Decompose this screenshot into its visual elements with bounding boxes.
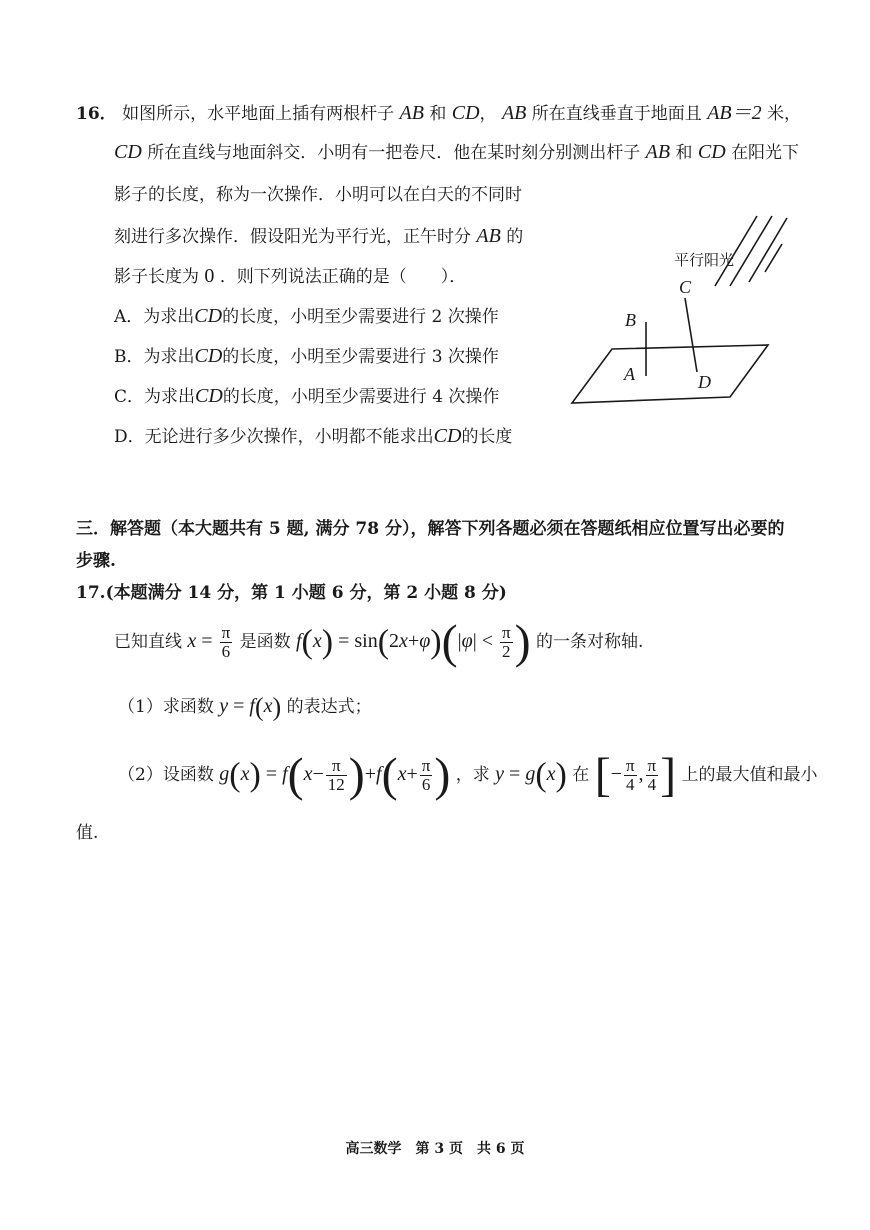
q16-ab-eq: AB＝2 <box>707 102 762 124</box>
fraction-pi-12: $\frac{\pi}{12}$ <box>327 756 345 794</box>
q16-text-4b: 的 <box>506 227 524 247</box>
option-pre: 为求出 <box>144 387 196 407</box>
fraction-pi-4b: $\frac{\pi}{4}$ <box>647 756 657 794</box>
option-label: D． <box>114 427 145 447</box>
q16-cd: CD <box>451 102 480 124</box>
sunlight-ray <box>749 218 787 282</box>
option-cd: CD <box>433 425 462 447</box>
q17-part2: （2）设函数 g(x) = f(x− $\frac{\pi}{12}$ )+f(x+ $\frac{\pi}{6}$ ) ，求 y = g(x) 在 [− $\frac{\pi}{4}$ , $\frac{\pi}{4}$ ] 上的最大值和最小 <box>118 748 818 802</box>
q16-ab: AB <box>399 102 424 124</box>
q16-figure <box>560 210 790 420</box>
q16-line5 <box>114 262 466 288</box>
q16-text-5b: ．则下列说法正确的是（ ）． <box>219 267 467 287</box>
q17-part2-in: 在 <box>572 765 590 785</box>
fraction-pi-2: $\frac{\pi}{2}$ <box>502 623 511 661</box>
q17-stem: 已知直线 x = $\frac{\pi}{6}$ 是函数 f(x) = sin(2x+φ)(|φ| < $\frac{\pi}{2}$ ) 的一条对称轴. <box>114 615 644 669</box>
q17-part1: （1）求函数 y = f(x) 的表达式； <box>118 692 372 722</box>
option-label: B． <box>114 347 144 367</box>
option-pre: 无论进行多少次操作，小明都不能求出 <box>144 427 434 447</box>
point-label-b: B <box>625 310 636 330</box>
point-label-c: C <box>679 277 692 297</box>
option-cd: CD <box>195 385 223 407</box>
option-cd: CD <box>194 305 223 327</box>
q17-stem-c: 的一条对称轴. <box>535 632 644 652</box>
sunlight-label: 平行阳光 <box>674 251 735 269</box>
q16-line4 <box>114 222 523 248</box>
option-label: C． <box>114 387 145 407</box>
q16-line2 <box>114 138 799 164</box>
q16-zero: 0 <box>204 265 215 287</box>
q17-header: 17.(本题满分 14 分，第 1 小题 6 分，第 2 小题 8 分) <box>76 583 507 603</box>
q16-option-c[interactable] <box>114 382 499 408</box>
q16-and: 和 <box>429 104 447 124</box>
ground-plane <box>572 345 768 403</box>
q16-line3: 影子的长度，称为一次操作．小明可以在白天的不同时 <box>114 185 522 205</box>
q16-cd-3: CD <box>697 141 726 163</box>
fraction-pi-4a: $\frac{\pi}{4}$ <box>625 756 635 794</box>
option-post: 的长度，小明至少需要进行 3 次操作 <box>222 347 499 367</box>
q16-unit: 米， <box>767 104 802 124</box>
q16-text-5a: 影子长度为 <box>114 267 199 287</box>
q17-part2-label: （2）设函数 <box>118 765 214 785</box>
sunlight-ray <box>765 244 782 272</box>
q16-text-4a: 刻进行多次操作．假设阳光为平行光，正午时分 <box>114 227 471 247</box>
q16-ab-4: AB <box>476 225 501 247</box>
q16-number: 16． <box>76 104 117 124</box>
q16-text-2b: 所在直线与地面斜交．小明有一把卷尺．他在某时刻分别测出杆子 <box>147 143 641 163</box>
option-pre: 为求出 <box>143 307 195 327</box>
pole-cd <box>685 298 697 372</box>
q16-line1: 16． 如图所示，水平地面上插有两根杆子 AB 和 CD， AB 所在直线垂直于地面且 AB＝2 米， <box>76 102 802 124</box>
q17-part1-tail: 的表达式； <box>286 697 372 717</box>
q17-part1-label: （1）求函数 <box>118 697 214 717</box>
option-label: A． <box>114 307 144 327</box>
fraction-pi-6b: $\frac{\pi}{6}$ <box>421 756 431 794</box>
q16-text-1a: 如图所示，水平地面上插有两根杆子 <box>122 104 395 124</box>
q16-option-b[interactable] <box>114 342 499 368</box>
q16-text-2c: 在阳光下 <box>731 143 800 163</box>
q16-and-2: 和 <box>675 143 693 163</box>
q16-option-d[interactable] <box>114 422 512 448</box>
q16-text-1b: 所在直线垂直于地面且 <box>531 104 702 124</box>
q17-stem-a: 已知直线 <box>114 632 182 652</box>
point-label-a: A <box>624 364 635 384</box>
q17-stem-b: 是函数 <box>239 632 291 652</box>
fraction-pi-6: $\frac{\pi}{6}$ <box>221 623 231 661</box>
option-post: 的长度，小明至少需要进行 4 次操作 <box>222 387 500 407</box>
page-footer: 高三数学 第 3 页 共 6 页 <box>345 1141 525 1157</box>
q16-ab-2: AB <box>501 102 527 124</box>
option-pre: 为求出 <box>143 347 195 367</box>
q17-part2-tail: 上的最大值和最小 <box>681 765 818 785</box>
point-label-d: D <box>698 372 711 392</box>
option-post: 的长度，小明至少需要进行 2 次操作 <box>222 307 499 327</box>
q17-part2-mid: ，求 <box>455 765 490 785</box>
option-post: 的长度 <box>461 427 513 447</box>
section3-title-cont: 步骤. <box>76 551 116 571</box>
section3-title: 三．解答题（本大题共有 5 题, 满分 78 分），解答下列各题必须在答题纸相应位置写出必要的 <box>76 519 785 539</box>
q17-part2-end: 值. <box>76 823 99 843</box>
q16-ab-3: AB <box>645 141 671 163</box>
q16-option-a[interactable] <box>114 302 499 328</box>
q16-cd-2: CD <box>114 141 142 163</box>
option-cd: CD <box>194 345 223 367</box>
